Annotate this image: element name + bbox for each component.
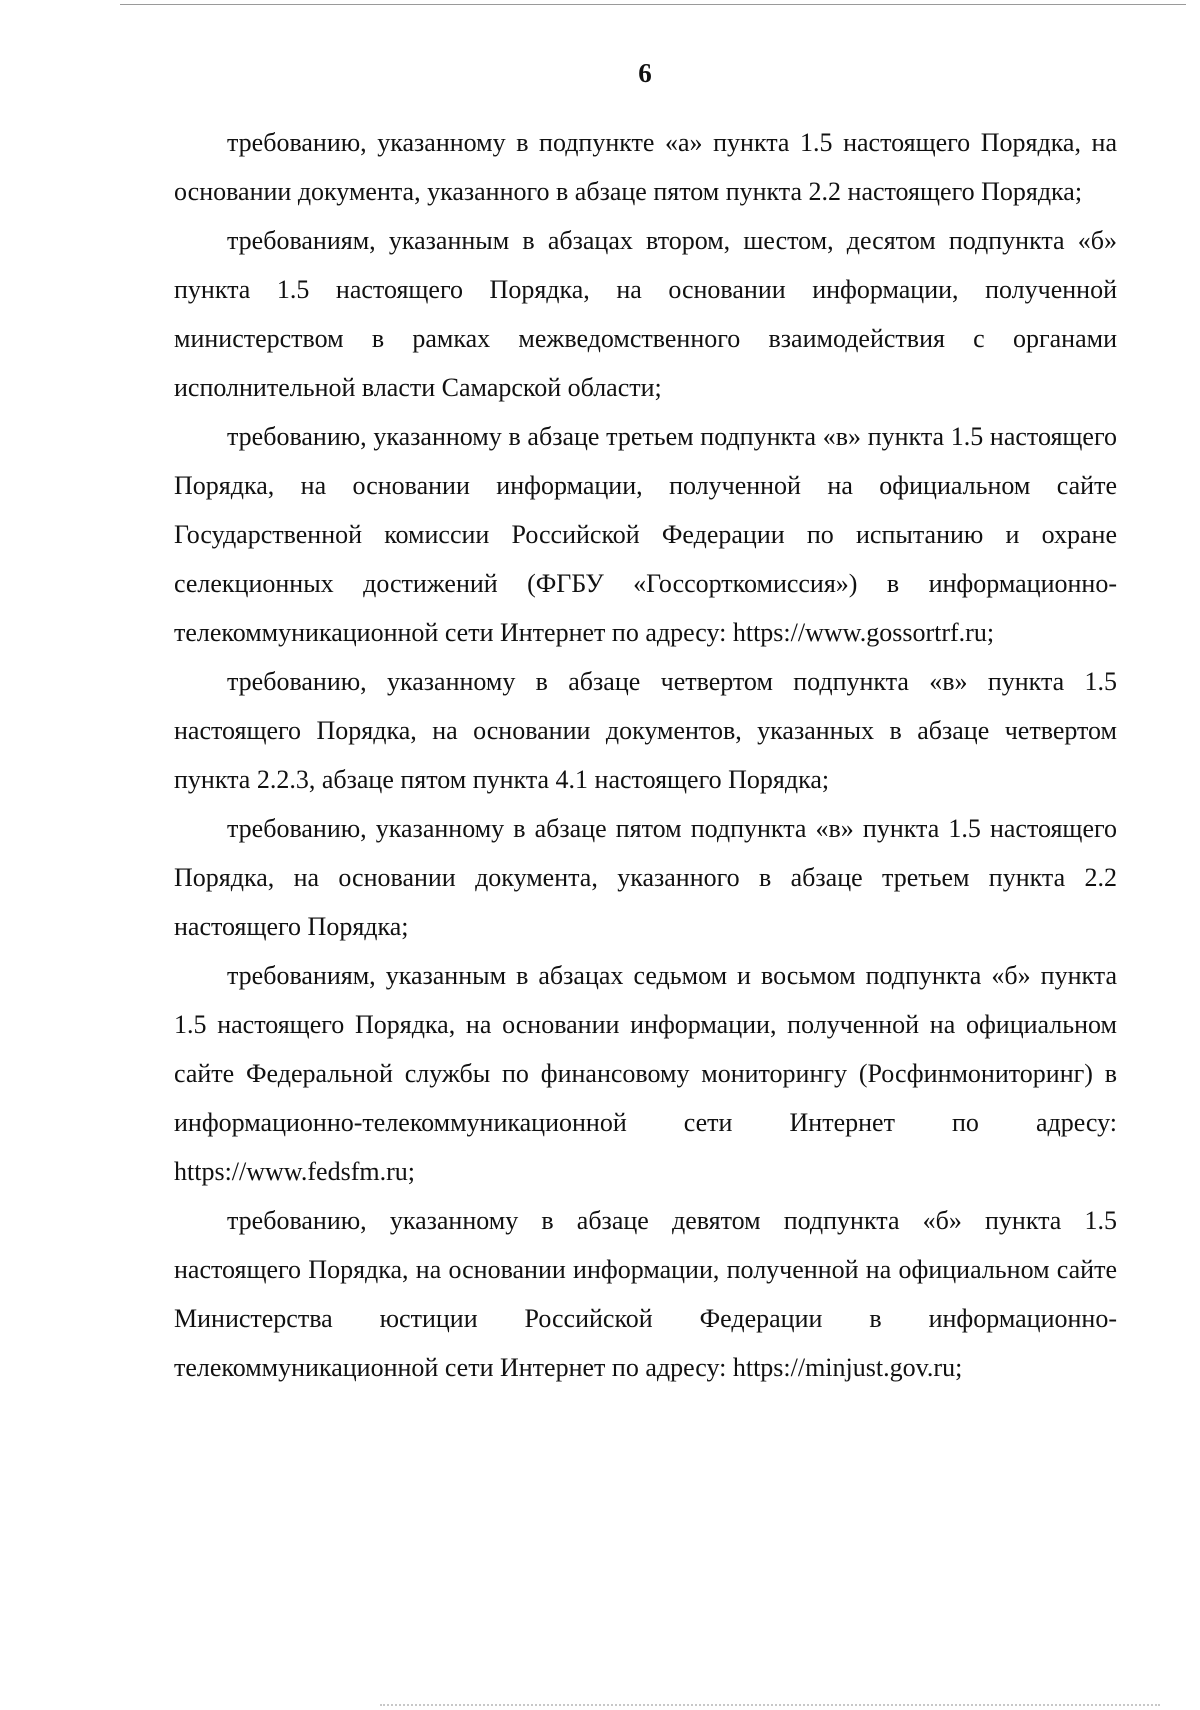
top-scan-edge [120,4,1186,5]
paragraph-3: требованию, указанному в абзаце третьем подпункта «в» пункта 1.5 настоящего Порядка, на основании информации, полученной на официальном сайте Государственной комиссии Российской Федерации по испытанию и охране селекционных достижений (ФГБУ «Госсорткомиссия») в информационно-телекоммуникационной сети Интернет по адресу: https://www.gossortrf.ru; [174,422,1117,647]
document-body [174,118,1117,1392]
paragraph-4: требованию, указанному в абзаце четвертом подпункта «в» пункта 1.5 настоящего Порядка, на основании документов, указанных в абзаце четвертом пункта 2.2.3, абзаце пятом пункта 4.1 настоящего Порядка; [174,667,1117,794]
bottom-scan-edge [380,1698,1160,1706]
paragraph-2: требованиям, указанным в абзацах втором, шестом, десятом подпункта «б» пункта 1.5 настоящего Порядка, на основании информации, полученной министерством в рамках межведомственного взаимодействия с органами исполнительной власти Самарской области; [174,226,1117,402]
page-number: 6 [638,58,652,88]
paragraph-7: требованию, указанному в абзаце девятом подпункта «б» пункта 1.5 настоящего Порядка, на основании информации, полученной на официальном сайте Министерства юстиции Российской Федерации в информационно-телекоммуникационной сети Интернет по адресу: https://minjust.gov.ru; [174,1206,1117,1382]
paragraph-5: требованию, указанному в абзаце пятом подпункта «в» пункта 1.5 настоящего Порядка, на основании документа, указанного в абзаце третьем пункта 2.2 настоящего Порядка; [174,814,1117,941]
paragraph-6: требованиям, указанным в абзацах седьмом и восьмом подпункта «б» пункта 1.5 настоящего Порядка, на основании информации, полученной на официальном сайте Федеральной службы по финансовому мониторингу (Росфинмониторинг) в информационно-телекоммуникационной сети Интернет по адресу: https://www.fedsfm.ru; [174,961,1117,1186]
paragraph-1: требованию, указанному в подпункте «а» пункта 1.5 настоящего Порядка, на основании документа, указанного в абзаце пятом пункта 2.2 настоящего Порядка; [174,128,1117,206]
